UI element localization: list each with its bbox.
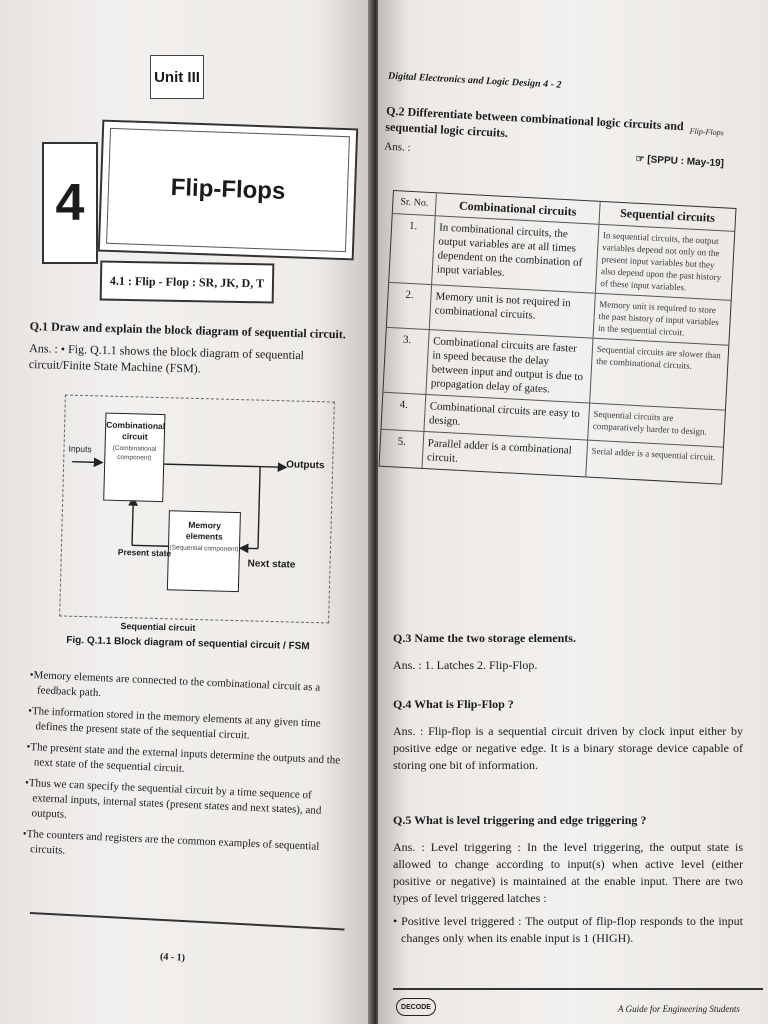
q1-answer: Ans. : • Fig. Q.1.1 shows the block diagram of sequential circuit/Finite State Machine (FSM). — [28, 340, 305, 376]
memory-sub: (Sequential component) — [169, 544, 239, 554]
right-footer: A Guide for Engineering Students — [618, 1004, 740, 1014]
q5-bullet-text: Positive level triggered : The output of flip-flop responds to the input changes only when its enable input is 1 (HIGH). — [401, 914, 744, 945]
cell-combinational: Parallel adder is a combinational circuit. — [422, 432, 588, 477]
cell-srno: 1. — [389, 214, 435, 284]
q2-block — [384, 103, 726, 173]
bullet-item: • Thus we can specify the sequential circuit by a time sequence of external inputs, internal states (present states and next states), and outputs. — [23, 776, 345, 835]
cell-combinational: In combinational circuits, the output variables are at all times dependent on the combination of input variables. — [432, 216, 599, 292]
chapter-title-box — [98, 120, 358, 261]
cell-srno: 4. — [381, 393, 426, 431]
combinational-sub: (Combinational component) — [112, 444, 157, 462]
present-state-label: Present state — [117, 546, 172, 559]
cell-sequential: Sequential circuits are comparatively harder to design. — [592, 408, 708, 437]
sequential-circuit-diagram — [59, 395, 335, 624]
cell-srno: 3. — [383, 328, 429, 394]
inputs-label: Inputs — [68, 443, 92, 455]
cell-sequential: Sequential circuits are slower than the combinational circuits. — [596, 343, 722, 371]
q1-bullets — [21, 668, 349, 877]
q3-block — [393, 630, 743, 674]
col-header-sequential: Sequential circuits — [619, 205, 716, 225]
cell-combinational: Combinational circuits are faster in speed because the delay between input and output is due to propagation delay of gates. — [426, 330, 593, 402]
unit-label: Unit III — [150, 55, 204, 99]
q2-ans: Ans. : — [384, 140, 411, 154]
bullet-item: • The counters and registers are the common examples of sequential circuits. — [22, 827, 343, 871]
q5-answer: Ans. : Level triggering : In the level triggering, the output state is allowed to change according to input(s) when active level (either positive or negative) is maintained at the enable input. There are two types of level triggered latches : — [393, 840, 743, 905]
memory-block — [167, 510, 241, 592]
diagram-subcaption: Sequential circuit — [120, 621, 196, 633]
left-footer-rule — [30, 912, 345, 930]
q5-block — [393, 812, 743, 947]
q5-bullet — [393, 913, 743, 947]
cell-srno: 5. — [380, 430, 425, 468]
cell-sequential: In sequential circuits, the output variables depend not only on the present input variables but they also depend upon the past history of these input variables. — [600, 230, 722, 293]
comparison-table — [379, 190, 737, 485]
cell-sequential: Memory unit is required to store the past history of input variables in the sequential circuit. — [597, 298, 720, 338]
combinational-block — [103, 413, 165, 503]
right-footer-rule — [393, 988, 763, 990]
combinational-title: Combinational circuit — [106, 419, 166, 442]
cell-combinational: Memory unit is not required in combinational circuits. — [430, 285, 596, 338]
figure-caption: Fig. Q.1.1 Block diagram of sequential circuit / FSM — [66, 634, 310, 653]
q3-answer: Ans. : 1. Latches 2. Flip-Flop. — [393, 658, 538, 672]
chapter-number: 4 — [42, 142, 98, 264]
left-page — [0, 0, 372, 1024]
bullet-item: • The present state and the external inputs determine the outputs and the next state of the sequential circuit. — [26, 740, 347, 784]
cell-srno: 2. — [387, 283, 432, 329]
publisher-logo: DECODE — [396, 998, 436, 1016]
q1-title: Q.1 Draw and explain the block diagram of sequential circuit. — [29, 318, 346, 342]
col-header-srno: Sr. No. — [393, 191, 437, 215]
q1-block — [29, 318, 355, 380]
bullet-item: • The information stored in the memory elements at any given time defines the present state of the sequential circuit. — [27, 704, 348, 748]
right-page — [378, 0, 768, 1024]
outputs-label: Outputs — [286, 459, 325, 472]
section-heading: 4.1 : Flip - Flop : SR, JK, D, T — [100, 260, 275, 303]
chapter-title: Flip-Flops — [106, 128, 350, 252]
exam-tag: ☞ [SPPU : May-19] — [635, 153, 725, 170]
bullet-glyph: • — [393, 914, 402, 928]
left-page-number: (4 - 1) — [159, 951, 186, 964]
col-header-combinational: Combinational circuits — [436, 193, 601, 224]
q4-block — [393, 696, 743, 774]
memory-title: Memory elements — [185, 519, 223, 542]
running-header-right: Flip-Flops — [689, 126, 724, 138]
q4-title: Q.4 What is Flip-Flop ? — [393, 697, 514, 711]
q3-title: Q.3 Name the two storage elements. — [393, 631, 576, 645]
q2-title: Q.2 Differentiate between combinational logic circuits and sequential logic circuits. — [385, 103, 685, 140]
cell-sequential: Serial adder is a sequential circuit. — [591, 445, 716, 463]
next-state-label: Next state — [247, 558, 296, 571]
cell-combinational: Combinational circuits are easy to design. — [424, 395, 590, 440]
q4-answer: Ans. : Flip-flop is a sequential circuit driven by clock input either by positive edge or negative edge. It is a binary storage device capable of storing one bit of information. — [393, 724, 743, 772]
q5-title: Q.5 What is level triggering and edge triggering ? — [393, 813, 647, 827]
bullet-item: • Memory elements are connected to the combinational circuit as a feedback path. — [29, 668, 350, 712]
running-header: Digital Electronics and Logic Design 4 - 2 — [387, 70, 562, 91]
